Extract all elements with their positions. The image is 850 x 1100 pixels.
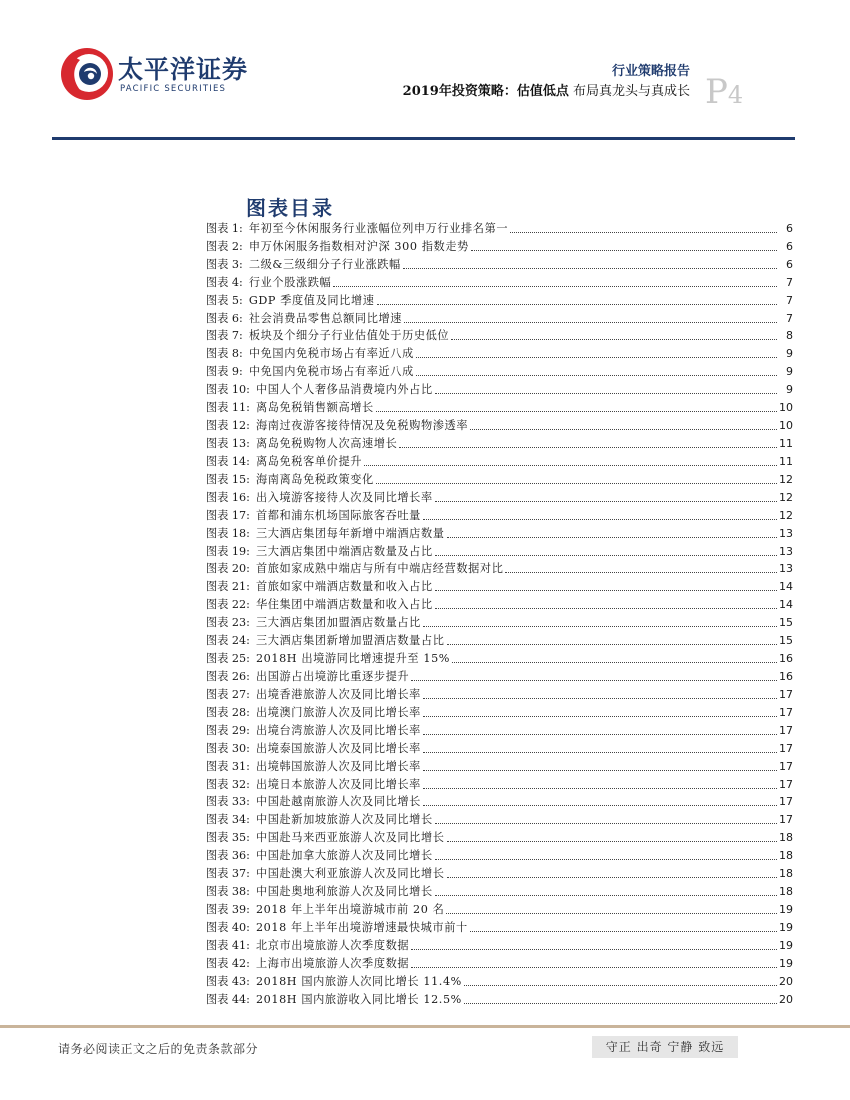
toc-entry[interactable]	[206, 416, 793, 434]
toc-entry-page: 12	[779, 508, 793, 522]
toc-entry-leader	[333, 286, 777, 287]
toc-entry-label: 图表 37:	[206, 867, 250, 881]
toc-entry-label: 图表 2:	[206, 239, 243, 253]
toc-entry-leader	[464, 1003, 777, 1004]
toc-entry-label: 图表 38:	[206, 885, 250, 899]
toc-entry-title: 出国游占出境游比重逐步提升	[255, 669, 410, 683]
toc-entry[interactable]	[206, 828, 793, 846]
toc-entry-title: 中国赴越南旅游人次及同比增长	[255, 795, 421, 809]
toc-entry[interactable]	[206, 864, 793, 882]
toc-entry-leader	[505, 572, 777, 573]
toc-entry[interactable]	[206, 362, 793, 380]
toc-entry-title: 上海市出境旅游人次季度数据	[255, 956, 410, 970]
footer-slogan: 守正 出奇 宁静 致远	[592, 1036, 738, 1058]
toc-entry[interactable]	[206, 649, 793, 667]
toc-entry-leader	[423, 788, 777, 789]
report-title-sub: 布局真龙头与真成长	[568, 84, 690, 99]
toc-entry-leader	[447, 841, 777, 842]
toc-entry-title: 首旅如家中端酒店数量和收入占比	[255, 580, 433, 594]
toc-entry-label: 图表 7:	[206, 329, 243, 343]
toc-entry-leader	[464, 985, 777, 986]
report-type: 行业策略报告	[611, 64, 690, 79]
toc-entry-page: 19	[779, 920, 793, 934]
toc-entry[interactable]	[206, 846, 793, 864]
toc-entry-leader	[435, 501, 777, 502]
toc-entry-leader	[423, 519, 777, 520]
toc-entry-title: 出境日本旅游人次及同比增长率	[255, 777, 421, 791]
toc-entry-label: 图表 20:	[206, 562, 250, 576]
toc-entry-leader	[435, 608, 777, 609]
toc-entry-leader	[470, 429, 777, 430]
logo-english-name: PACIFIC SECURITIES	[120, 84, 227, 94]
toc-entry-page: 12	[779, 490, 793, 504]
toc-entry-page: 10	[779, 419, 793, 433]
toc-entry-label: 图表 18:	[206, 526, 250, 540]
toc-entry-leader	[435, 393, 777, 394]
toc-entry[interactable]	[206, 882, 793, 900]
toc-entry-page: 20	[779, 992, 793, 1006]
toc-entry-title: 离岛免税客单价提升	[255, 454, 363, 468]
toc-entry-label: 图表 31:	[206, 759, 250, 773]
toc-entry-leader	[470, 931, 777, 932]
toc-entry[interactable]	[206, 434, 793, 452]
toc-entry-page: 12	[779, 472, 793, 486]
toc-entry-leader	[447, 644, 777, 645]
pacific-securities-logo-icon	[58, 44, 116, 102]
toc-entry-title: 北京市出境旅游人次季度数据	[255, 938, 410, 952]
toc-entry-label: 图表 28:	[206, 705, 250, 719]
toc-entry-page: 11	[779, 454, 793, 468]
toc-entry-title: 出境泰国旅游人次及同比增长率	[255, 741, 421, 755]
toc-entry-label: 图表 39:	[206, 902, 250, 916]
toc-entry-label: 图表 36:	[206, 849, 250, 863]
toc-entry-title: 出境澳门旅游人次及同比增长率	[255, 705, 421, 719]
toc-entry-label: 图表 8:	[206, 347, 243, 361]
toc-entry-leader	[376, 483, 777, 484]
toc-entry-title: 首旅如家成熟中端店与所有中端店经营数据对比	[255, 562, 504, 576]
toc-entry-title: 三大酒店集团加盟酒店数量占比	[255, 616, 421, 630]
toc-entry-leader	[423, 770, 777, 771]
toc-entry-label: 图表 22:	[206, 598, 250, 612]
toc-entry-title: 2018H 国内旅游收入同比增长 12.5%	[255, 992, 462, 1006]
toc-entry-page: 17	[779, 795, 793, 809]
toc-entry-page: 19	[779, 938, 793, 952]
toc-entry-label: 图表 24:	[206, 634, 250, 648]
toc-entry-leader	[416, 375, 777, 376]
toc-entry-label: 图表 3:	[206, 257, 243, 271]
toc-entry-title: 离岛免税销售额高增长	[255, 401, 374, 415]
toc-entry-page: 7	[786, 293, 793, 307]
toc-entry[interactable]	[206, 739, 793, 757]
toc-entry-leader	[423, 716, 777, 717]
toc-entry-label: 图表 4:	[206, 275, 243, 289]
toc-entry[interactable]	[206, 560, 793, 578]
toc-entry-label: 图表 26:	[206, 669, 250, 683]
toc-entry-page: 17	[779, 687, 793, 701]
toc-entry-title: 出入境游客接待人次及同比增长率	[255, 490, 433, 504]
toc-entry[interactable]	[206, 613, 793, 631]
toc-entry-title: 2018H 出境游同比增速提升至 15%	[255, 652, 451, 666]
toc-entry-label: 图表 32:	[206, 777, 250, 791]
report-title	[403, 80, 690, 99]
toc-entry-page: 13	[779, 562, 793, 576]
toc-entry[interactable]	[206, 291, 793, 309]
toc-entry-title: 2018H 国内旅游人次同比增长 11.4%	[255, 974, 462, 988]
toc-entry-title: 中国赴澳大利亚旅游人次及同比增长	[255, 867, 445, 881]
toc-entry-title: 中国人个人奢侈品消费境内外占比	[255, 383, 433, 397]
toc-entry-label: 图表 17:	[206, 508, 250, 522]
toc-entry[interactable]	[206, 775, 793, 793]
toc-entry-leader	[435, 859, 777, 860]
toc-entry-leader	[435, 590, 777, 591]
header-divider	[52, 137, 795, 140]
toc-entry-page: 17	[779, 813, 793, 827]
toc-entry-label: 图表 43:	[206, 974, 250, 988]
toc-entry-title: 行业个股涨跌幅	[248, 275, 332, 289]
toc-entry-label: 图表 9:	[206, 365, 243, 379]
toc-entry[interactable]	[206, 470, 793, 488]
toc-entry-title: 三大酒店集团中端酒店数量及占比	[255, 544, 433, 558]
toc-entry-page: 9	[786, 383, 793, 397]
toc-entry-title: 出境香港旅游人次及同比增长率	[255, 687, 421, 701]
toc-entry-leader	[451, 339, 777, 340]
toc-entry-leader	[416, 357, 777, 358]
toc-entry[interactable]	[206, 398, 793, 416]
toc-entry-title: 三大酒店集团新增加盟酒店数量占比	[255, 634, 445, 648]
toc-entry-label: 图表 44:	[206, 992, 250, 1006]
toc-entry-label: 图表 6:	[206, 311, 243, 325]
page-number-value: 4	[727, 81, 744, 109]
toc-entry-label: 图表 16:	[206, 490, 250, 504]
toc-entry-title: 华住集团中端酒店数量和收入占比	[255, 598, 433, 612]
toc-entry[interactable]	[206, 936, 793, 954]
toc-entry-leader	[510, 232, 777, 233]
toc-entry-title: 中国赴马来西亚旅游人次及同比增长	[255, 831, 445, 845]
toc-entry-leader	[411, 967, 777, 968]
toc-entry-page: 17	[779, 759, 793, 773]
toc-entry-page: 19	[779, 956, 793, 970]
toc-entry[interactable]	[206, 703, 793, 721]
toc-entry-page: 14	[779, 598, 793, 612]
toc-entry[interactable]	[206, 506, 793, 524]
toc-entry-page: 6	[786, 239, 793, 253]
company-logo	[58, 44, 268, 104]
toc-entry-title: 海南离岛免税政策变化	[255, 472, 374, 486]
toc-entry-page: 20	[779, 974, 793, 988]
toc-entry-label: 图表 23:	[206, 616, 250, 630]
toc-entry-leader	[435, 823, 777, 824]
report-title-main: 2019年投资策略：估值低点	[402, 84, 569, 99]
toc-entry-leader	[423, 805, 777, 806]
toc-entry-title: GDP 季度值及同比增速	[248, 293, 375, 307]
toc-entry[interactable]	[206, 685, 793, 703]
toc-entry-leader	[403, 268, 777, 269]
toc-entry-page: 6	[786, 257, 793, 271]
toc-entry-page: 6	[786, 221, 793, 235]
toc-entry-title: 2018 年上半年出境游城市前 20 名	[255, 902, 445, 916]
toc-entry-title: 申万休闲服务指数相对沪深 300 指数走势	[248, 239, 469, 253]
toc-entry-page: 15	[779, 616, 793, 630]
toc-entry-label: 图表 27:	[206, 687, 250, 701]
toc-entry-page: 16	[779, 669, 793, 683]
toc-entry-leader	[423, 752, 777, 753]
toc-entry-title: 海南过夜游客接待情况及免税购物渗透率	[255, 419, 469, 433]
toc-entry-title: 2018 年上半年出境游增速最快城市前十	[255, 920, 468, 934]
footer-divider	[0, 1025, 850, 1028]
toc-entry-label: 图表 11:	[206, 401, 250, 415]
toc-entry-page: 7	[786, 311, 793, 325]
toc-entry-label: 图表 5:	[206, 293, 243, 307]
toc-entry-leader	[452, 662, 777, 663]
toc-entry[interactable]	[206, 954, 793, 972]
toc-entry-page: 7	[786, 275, 793, 289]
toc-entry-label: 图表 35:	[206, 831, 250, 845]
toc-entry-title: 中免国内免税市场占有率近八成	[248, 365, 414, 379]
toc-entry-page: 17	[779, 741, 793, 755]
toc-entry[interactable]	[206, 595, 793, 613]
toc-entry[interactable]	[206, 237, 793, 255]
toc-entry-leader	[423, 626, 777, 627]
toc-entry-page: 16	[779, 652, 793, 666]
toc-entry[interactable]	[206, 344, 793, 362]
toc-entry-label: 图表 29:	[206, 723, 250, 737]
toc-entry-page: 18	[779, 849, 793, 863]
toc-entry[interactable]	[206, 452, 793, 470]
toc-entry-label: 图表 25:	[206, 652, 250, 666]
toc-entry-title: 中国赴新加坡旅游人次及同比增长	[255, 813, 433, 827]
toc-entry-title: 三大酒店集团每年新增中端酒店数量	[255, 526, 445, 540]
toc-entry-title: 首都和浦东机场国际旅客吞吐量	[255, 508, 421, 522]
toc-entry-leader	[377, 304, 777, 305]
toc-entry[interactable]	[206, 309, 793, 327]
toc-entry-page: 17	[779, 777, 793, 791]
toc-entry[interactable]	[206, 793, 793, 811]
page-number	[705, 72, 743, 112]
page-header	[0, 0, 850, 140]
toc-entry-title: 二级&三级细分子行业涨跌幅	[248, 257, 401, 271]
toc-entry-title: 中国赴加拿大旅游人次及同比增长	[255, 849, 433, 863]
toc-entry-label: 图表 12:	[206, 419, 250, 433]
toc-entry-leader	[446, 913, 777, 914]
toc-entry-title: 出境台湾旅游人次及同比增长率	[255, 723, 421, 737]
toc-entry-page: 13	[779, 544, 793, 558]
toc-entry-leader	[423, 698, 777, 699]
toc-entry[interactable]	[206, 721, 793, 739]
toc-entry[interactable]	[206, 327, 793, 345]
toc-entry-leader	[404, 322, 777, 323]
toc-entry-title: 中免国内免税市场占有率近八成	[248, 347, 414, 361]
toc-entry-page: 18	[779, 867, 793, 881]
toc-entry-page: 8	[786, 329, 793, 343]
toc-entry-title: 社会消费品零售总额同比增速	[248, 311, 403, 325]
toc-entry[interactable]	[206, 990, 793, 1008]
toc-entry[interactable]	[206, 631, 793, 649]
toc-entry-leader	[423, 734, 777, 735]
toc-entry-leader	[376, 411, 777, 412]
toc-entry[interactable]	[206, 273, 793, 291]
toc-entry-leader	[364, 465, 777, 466]
toc-entry-label: 图表 41:	[206, 938, 250, 952]
toc-entry-title: 板块及个细分子行业估值处于历史低位	[248, 329, 450, 343]
toc-entry-page: 11	[779, 436, 793, 450]
toc-entry-label: 图表 30:	[206, 741, 250, 755]
toc-entry-label: 图表 1:	[206, 221, 243, 235]
toc-entry-leader	[411, 949, 777, 950]
toc-entry-page: 17	[779, 705, 793, 719]
footer-disclaimer: 请务必阅读正文之后的免责条款部分	[58, 1042, 259, 1056]
toc-entry[interactable]	[206, 524, 793, 542]
toc-entry[interactable]	[206, 918, 793, 936]
toc-entry[interactable]	[206, 542, 793, 560]
page-number-letter: P	[705, 72, 728, 112]
toc-entry[interactable]	[206, 667, 793, 685]
toc-entry-page: 18	[779, 831, 793, 845]
toc-heading: 图表目录	[246, 196, 334, 220]
toc-entry-label: 图表 14:	[206, 454, 250, 468]
toc-entry-title: 中国赴奥地利旅游人次及同比增长	[255, 885, 433, 899]
toc-entry-label: 图表 21:	[206, 580, 250, 594]
logo-chinese-name: 太平洋证券	[118, 55, 249, 84]
toc-entry-label: 图表 33:	[206, 795, 250, 809]
toc-entry[interactable]	[206, 380, 793, 398]
toc-entry-label: 图表 13:	[206, 436, 250, 450]
toc-list	[206, 219, 793, 1008]
toc-entry[interactable]	[206, 577, 793, 595]
toc-entry[interactable]	[206, 900, 793, 918]
toc-entry-leader	[435, 895, 777, 896]
toc-entry-label: 图表 10:	[206, 383, 250, 397]
toc-entry-label: 图表 34:	[206, 813, 250, 827]
toc-entry-label: 图表 40:	[206, 920, 250, 934]
toc-entry-page: 13	[779, 526, 793, 540]
toc-entry[interactable]	[206, 810, 793, 828]
toc-entry-label: 图表 19:	[206, 544, 250, 558]
toc-entry-page: 10	[779, 401, 793, 415]
toc-entry[interactable]	[206, 255, 793, 273]
toc-entry-title: 年初至今休闲服务行业涨幅位列申万行业排名第一	[248, 221, 509, 235]
toc-entry-page: 9	[786, 347, 793, 361]
toc-entry-page: 15	[779, 634, 793, 648]
toc-entry-label: 图表 42:	[206, 956, 250, 970]
toc-entry-page: 9	[786, 365, 793, 379]
toc-entry-leader	[471, 250, 777, 251]
toc-entry-label: 图表 15:	[206, 472, 250, 486]
toc-entry-leader	[399, 447, 777, 448]
toc-entry-title: 离岛免税购物人次高速增长	[255, 436, 398, 450]
toc-entry[interactable]	[206, 972, 793, 990]
toc-entry-leader	[435, 555, 777, 556]
toc-entry[interactable]	[206, 219, 793, 237]
toc-entry-page: 19	[779, 902, 793, 916]
toc-entry-page: 17	[779, 723, 793, 737]
toc-entry-page: 14	[779, 580, 793, 594]
toc-entry-leader	[411, 680, 777, 681]
toc-entry-page: 18	[779, 885, 793, 899]
toc-entry[interactable]	[206, 488, 793, 506]
toc-entry-leader	[447, 877, 777, 878]
toc-entry-leader	[447, 537, 777, 538]
toc-entry-title: 出境韩国旅游人次及同比增长率	[255, 759, 421, 773]
toc-entry[interactable]	[206, 757, 793, 775]
